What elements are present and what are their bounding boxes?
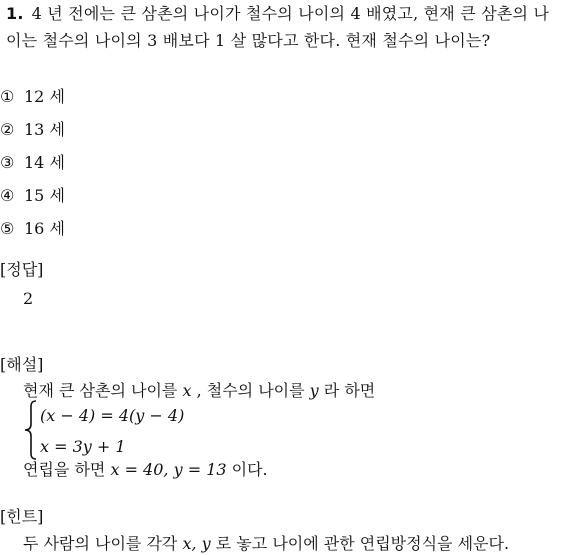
- choice-2-text: 13 세: [24, 120, 65, 139]
- equation-1: (x − 4) = 4(y − 4): [40, 406, 185, 425]
- choice-1-number: ①: [0, 87, 15, 106]
- hint-text-b: 로 놓고 나이에 관한 연립방정식을 세운다.: [210, 534, 510, 553]
- choice-3-text: 14 세: [24, 153, 65, 172]
- solution-intro-text-b: , 철수의 나이를: [191, 381, 310, 400]
- choice-4-text: 15 세: [24, 186, 65, 205]
- solution-result-text-b: 이다.: [226, 460, 268, 479]
- question-block: [6, 0, 562, 54]
- choice-4[interactable]: [0, 185, 300, 218]
- solution-intro: [23, 380, 375, 402]
- solution-label: [해설]: [0, 355, 44, 374]
- solution-intro-text-c: 라 하면: [318, 381, 376, 400]
- choice-1-text: 12 세: [24, 87, 65, 106]
- solution-result-math: x = 40, y = 13: [110, 460, 227, 479]
- system-brace-icon: [24, 400, 38, 460]
- equation-2: x = 3y + 1: [40, 437, 126, 456]
- solution-result-text-a: 연립을 하면: [23, 460, 111, 479]
- solution-var-x: x: [182, 381, 192, 400]
- question-text: 4 년 전에는 큰 삼촌의 나이가 철수의 나이의 4 배였고, 현재 큰 삼촌의 나이는 철수의 나이의 3 배보다 1 살 많다고 한다. 현재 철수의 나이는?: [6, 4, 550, 50]
- choice-3[interactable]: [0, 152, 300, 185]
- solution-intro-text-a: 현재 큰 삼촌의 나이를: [23, 381, 183, 400]
- choice-2-number: ②: [0, 120, 15, 139]
- question-number: 1.: [6, 4, 24, 23]
- choices-list: [0, 86, 300, 251]
- hint-label: [힌트]: [0, 507, 44, 526]
- hint-text-a: 두 사람의 나이를 각각: [23, 534, 183, 553]
- solution-var-y: y: [309, 381, 319, 400]
- choice-4-number: ④: [0, 186, 15, 205]
- choice-5-number: ⑤: [0, 219, 15, 238]
- choice-2[interactable]: [0, 119, 300, 152]
- solution-result: [23, 459, 268, 481]
- choice-3-number: ③: [0, 153, 15, 172]
- hint-vars: x, y: [182, 534, 211, 553]
- choice-5[interactable]: [0, 218, 300, 251]
- answer-label: [정답]: [0, 260, 44, 279]
- choice-1[interactable]: [0, 86, 300, 119]
- choice-5-text: 16 세: [24, 219, 65, 238]
- answer-value: 2: [23, 289, 34, 308]
